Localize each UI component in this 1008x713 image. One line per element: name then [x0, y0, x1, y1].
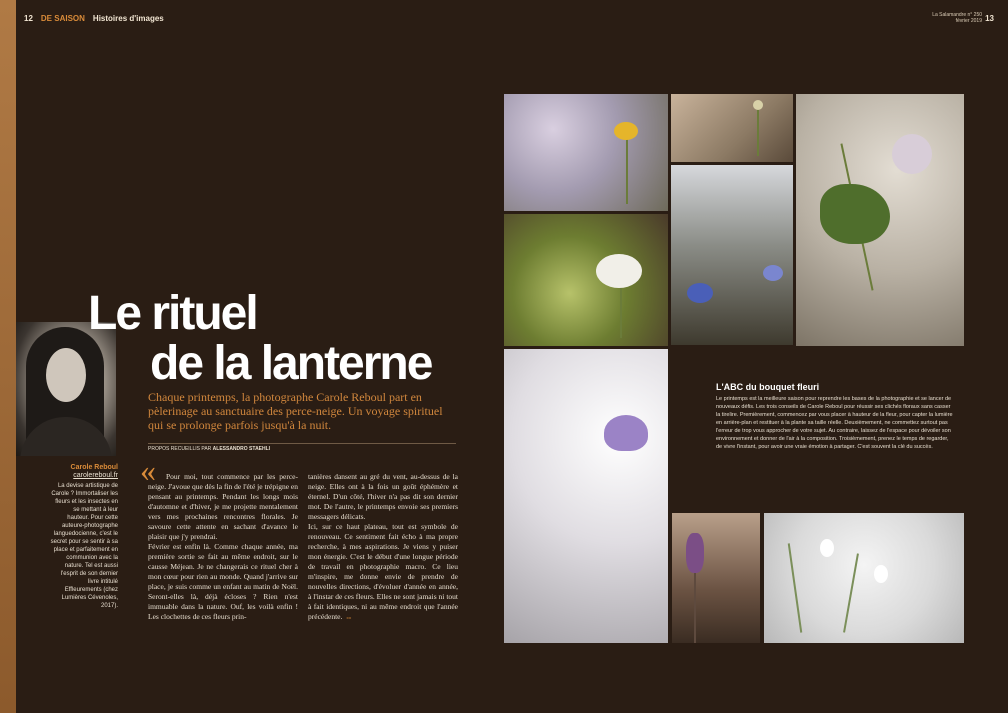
paragraph: tanières dansent au gré du vent, au-dessus de la neige. Elles ont à la fois un goût éphémère et éternel. D'un côté, l'hiver n'a pas dit son dernier mot. De l'autre, le printemps envoie ses premiers messagers délicats.	[308, 472, 458, 521]
continue-mark: »»	[346, 616, 352, 621]
page-header-right	[932, 12, 982, 24]
tips-title: L'ABC du bouquet fleuri	[716, 382, 820, 392]
blue-flower	[763, 265, 783, 281]
flower-stem	[843, 553, 859, 632]
section-tag: DE SAISON	[40, 14, 85, 23]
yellow-flower-photo	[504, 94, 668, 211]
bud	[753, 100, 763, 110]
author-sidebar	[50, 464, 118, 610]
paragraph	[308, 522, 458, 624]
paragraph: Février est enfin là. Comme chaque année, ma première sortie se fait au même endroit, sur le causse Méjean. Je ne changerais ce rituel cher à mon cœur pour rien au monde. Quand j'arrive sur place, je suis comme un enfant au matin de Noël. Seront-elles là, déjà écloses ? Rien n'est immuable dans la nature. Ouf, les voilà enfin ! Les clochettes de ces fleurs prin-	[148, 542, 298, 621]
page-header-left	[24, 14, 164, 23]
snowdrops-photo	[764, 513, 964, 643]
issue-date: février 2019	[955, 18, 982, 24]
credit-name: ALESSANDRO STAEHLI	[212, 446, 271, 452]
flower-stem	[757, 106, 759, 156]
article-title-line1: Le rituel	[88, 287, 257, 340]
anemone-flower	[892, 134, 932, 174]
paragraph-text: Ici, sur ce haut plateau, tout est symbole de renouveau. Ce sentiment fait écho à ma propre recherche, à mes aspirations. Je viens y puiser mon énergie. C'est le début d'une longue période de travail en photographie macro. Ce lieu m'inspire, me donne envie de prendre de nouvelles directions, d'évoluer d'année en année, à l'instar de ces fleurs. Elles ne sont jamais ni tout à fait identiques, ni au même endroit que l'année précédente.	[308, 522, 458, 621]
magazine-name: La Salamandre n° 250	[932, 12, 982, 18]
rubric-label: Histoires d'images	[92, 14, 164, 23]
flower-stem	[626, 134, 628, 204]
author-bio: La devise artistique de Carole ? Immortaliser les fleurs et les insectes en se mettant à leur hauteur. Pour cette auteure-photographe languedocienne, c'est le secret pour se sentir à sa place et parfaitement en communion avec la nature. Tel est aussi l'esprit de son dernier livre intitulé Effleurements (chez Lumières Cévenoles, 2017).	[50, 483, 118, 609]
page-number-right: 13	[985, 14, 994, 23]
author-portrait	[16, 322, 116, 456]
author-website-link[interactable]: carolereboul.fr	[73, 472, 118, 479]
author-name: Carole Reboul	[70, 464, 118, 471]
article-intro: Chaque printemps, la photographe Carole Reboul part en pèlerinage au sanctuaire des perce-neige. Un voyage spirituel qui se prolonge parfois jusqu'à la nuit.	[148, 390, 443, 432]
white-anemone	[596, 254, 642, 288]
article-column-2	[308, 472, 458, 624]
small-bud-photo	[671, 94, 793, 162]
spine-band	[0, 0, 16, 713]
anemone-photo	[796, 94, 964, 346]
snowdrop-flower	[820, 539, 834, 557]
blue-flower	[687, 283, 713, 303]
paragraph: Pour moi, tout commence par les perce-neige. J'avoue que dès la fin de l'été je trépigne en pensant au printemps. Pendant les longs mois d'automne et d'hiver, je me projette mentalement vers mes prochaines rencontres florales. Je savoure cette attente en sachant d'avance le plaisir que j'y prendrai.	[148, 472, 298, 541]
page-number-left: 12	[24, 14, 33, 23]
snowdrop-flower	[874, 565, 888, 583]
article-title-line2: de la lanterne	[150, 337, 432, 390]
quote-mark: «	[140, 452, 156, 488]
flower-stem	[788, 543, 803, 632]
credit-prefix: PROPOS RECUEILLIS PAR	[148, 446, 212, 452]
article-column-1	[148, 472, 298, 622]
tips-text: Le printemps est la meilleure saison pour reprendre les bases de la photographie et se lancer de nouveaux défis. Les trois conseils de Carole Reboul pour réussir ses clichés floraux sans casser la tirelire. Premièrement, commencez par vous placer à hauteur de la fleur, pour capter la lumière en arrière-plan et restituer à la plante sa taille réelle. Deuxièmement, ne commettez surtout pas l'erreur de trop vous approcher de votre sujet. Au contraire, laissez de l'espace pour dévoiler son environnement et donner de l'air à la composition. Troisièmement, prenez le temps de regarder, de vivre l'instant, pour avoir une vraie émotion à partager. C'est souvent la clé du succès.	[716, 396, 953, 450]
flower-stem	[620, 288, 622, 338]
portrait-face	[46, 348, 86, 402]
orchid-photo	[672, 513, 760, 643]
article-credit	[148, 443, 456, 452]
crocus-flower	[604, 415, 648, 451]
blue-flowers-photo	[671, 165, 793, 345]
crocus-photo	[504, 349, 668, 643]
white-anemone-photo	[504, 214, 668, 346]
tips-box	[716, 382, 956, 451]
orchid-spike	[686, 533, 704, 573]
yellow-flower	[614, 122, 638, 140]
anemone-leaves	[820, 184, 890, 244]
